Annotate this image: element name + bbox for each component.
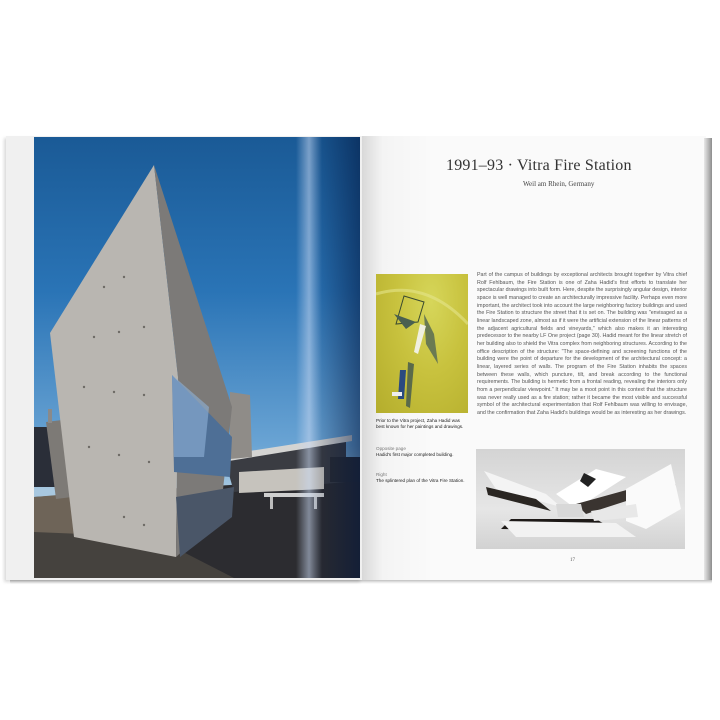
body-text: Part of the campus of buildings by exceptional architects brought together by Vitra chief Rolf Fehlbaum, the Fire Station is one of Zaha Hadid's first efforts to translate her spectacular drawings into built form. Here, despite the surprisingly angular design, interior space is well managed to create an architecturally impressive facility. Perhaps even more important, the architect took into account the large neighboring factory buildings and used the Fire Station to structure the street that it is set on. The building was "envisaged as a linear landscaped zone, almost as if it were the artificial extension of the linear patterns of the adjacent agricultural fields and vineyards," which also makes it an interesting predecessor to the nearby LF One project (page 30). Hadid meant for the linear stretch of her building also to shield the Vitra complex from neighboring structures. According to the office description of the structure: "The space-defining and screening functions of the building were the point of departure for the development of the architectural concept: a linear, layered series of walls. The program of the Fire Station inhabits the spaces between these walls, which puncture, tilt, and break according to the functional requirements. The building is hermetic from a frontal reading, revealing the interiors only from a perpendicular viewpoint." It may be a moot point in this context that the structure was never really used as a fire station; rather it became the most visible and successful symbol of the architectural experimentation that Rolf Fehlbaum was willing to envisage, and the confirmation that Zaha Hadid's buildings would be as interesting as her drawings. (477, 272, 687, 416)
page-subtitle-location: Weil am Rhein, Germany (523, 180, 595, 188)
caption-opposite: Opposite page Hadid's first major completed building. (376, 446, 454, 458)
building-photo (34, 137, 360, 578)
page-edge (704, 138, 712, 580)
caption-right: Right The splintered plan of the Vitra Fire Station. (376, 472, 465, 484)
page-number: 17 (570, 558, 575, 563)
caption-painting: Prior to the Vitra project, Zaha Hadid was best known for her paintings and drawings. (376, 418, 464, 430)
yellow-painting-image (376, 274, 468, 413)
architectural-model-image (476, 449, 685, 549)
page-title: 1991–93 · Vitra Fire Station (446, 157, 632, 174)
gutter-shade (310, 137, 360, 578)
